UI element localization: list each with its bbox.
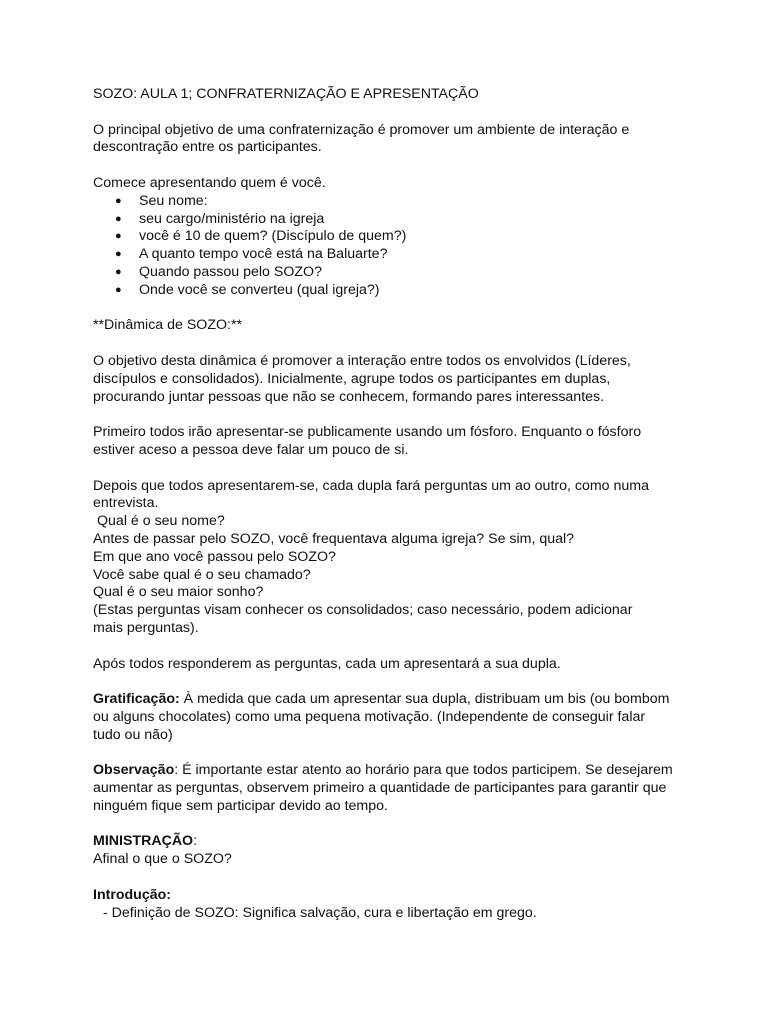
after-questions: Após todos responderem as perguntas, cada um apresentará a sua dupla. [93,655,561,672]
interview-intro: Depois que todos apresentarem-se, cada dupla fará perguntas um ao outro, como numa entrevista. [93,477,650,512]
presentation-list [93,193,693,300]
observation-label: Observação [93,762,175,779]
list-item: ● Seu nome: [115,192,208,209]
gratification-label: Gratificação: [93,691,180,708]
intro-paragraph: O principal objetivo de uma confraternização é promover um ambiente de interação e descontração entre os participantes. [93,121,630,156]
list-item: ● Onde você se converteu (qual igreja?) [115,281,380,298]
questions-note: (Estas perguntas visam conhecer os consolidados; caso necessário, podem adicionar mais perguntas). [93,602,633,636]
introduction-label: Introdução: [93,886,172,903]
question-item: Qual é o seu maior sonho? [93,584,264,601]
gratification-text: À medida que cada um apresentar sua dupla, distribuam um bis (ou bombom ou alguns chocolates) como uma pequena motivação. (Independente de conseguir falar tudo ou não) [93,691,670,743]
dynamic-match: Primeiro todos irão apresentar-se publicamente usando um fósforo. Enquanto o fósforo estiver aceso a pessoa deve falar um pouco de si. [93,424,642,458]
dynamic-heading: **Dinâmica de SOZO:** [93,317,243,334]
presentation-lead: Comece apresentando quem é você. [93,174,326,191]
ministration-label: MINISTRAÇÃO [93,833,194,850]
gratification-paragraph [93,691,673,744]
question-item: Antes de passar pelo SOZO, você frequentava alguma igreja? Se sim, qual? [93,530,575,547]
list-item: ● Quando passou pelo SOZO? [115,263,322,280]
bullet-icon: ● [115,265,122,278]
document-page [93,86,693,922]
ministration-question: Afinal o que o SOZO? [93,851,232,868]
dynamic-objective: O objetivo desta dinâmica é promover a interação entre todos os envolvidos (Líderes, discípulos e consolidados). Inicialmente, agrupe todos os participantes em duplas, procurando juntar pessoas que não se conhecem, formando pares interessantes. [93,352,631,405]
bullet-icon: ● [115,212,122,225]
bullet-icon: ● [115,194,122,207]
question-item: Em que ano você passou pelo SOZO? [93,548,336,565]
list-item: ● seu cargo/ministério na igreja [115,210,325,227]
document-title: SOZO: AULA 1; CONFRATERNIZAÇÃO E APRESENTAÇÃO [93,86,479,102]
observation-paragraph [93,762,673,815]
introduction-heading [93,887,693,905]
question-item: Qual é o seu nome? [97,513,225,530]
bullet-icon: ● [115,230,122,243]
list-item: ● você é 10 de quem? (Discípulo de quem?) [115,228,407,245]
list-item: ● A quanto tempo você está na Baluarte? [115,246,388,263]
ministration-heading: MINISTRAÇÃO: [93,833,198,850]
observation-text: : É importante estar atento ao horário para que todos participem. Se desejarem aumentar as perguntas, observem primeiro a quantidade de participantes para garantir que ninguém fique sem participar devido ao tempo. [93,762,673,814]
bullet-icon: ● [115,283,122,296]
sozo-definition: - Definição de SOZO: Significa salvação, cura e libertação em grego. [103,904,537,921]
question-item: Você sabe qual é o seu chamado? [93,566,311,583]
bullet-icon: ● [115,248,122,261]
